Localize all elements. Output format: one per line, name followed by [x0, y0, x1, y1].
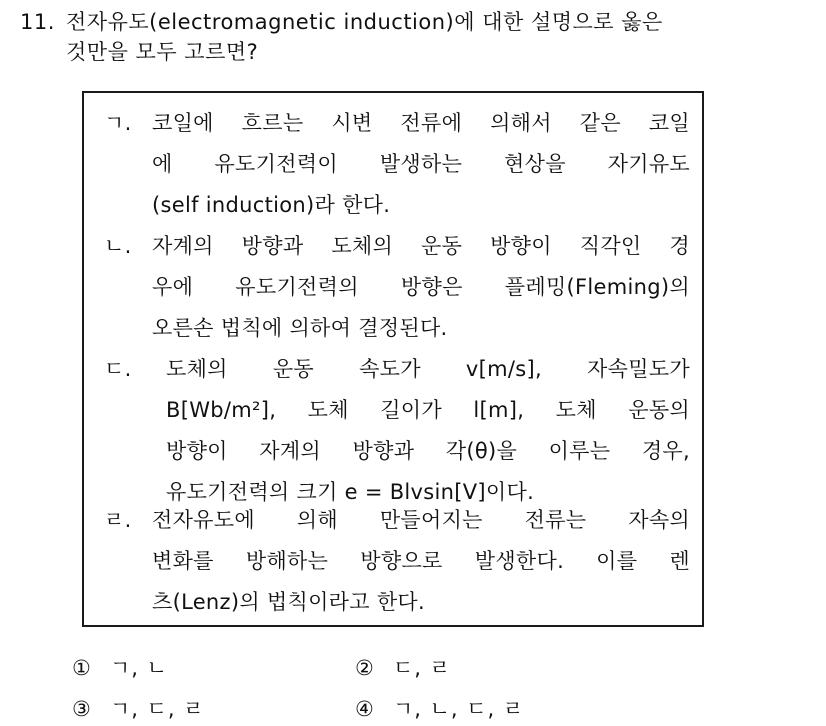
- answer-choice-4[interactable]: [355, 694, 524, 724]
- statement-line: 츠(Lenz)의 법칙이라고 한다.: [152, 590, 425, 614]
- choice-number: ③: [72, 697, 92, 721]
- question-stem-line-1: [20, 7, 663, 37]
- statement-line: 방향이 자계의 방향과 각(θ)을 이루는 경우,: [166, 439, 690, 463]
- question-stem-line-2: 것만을 모두 고르면?: [66, 40, 259, 64]
- statement-line: (self induction)라 한다.: [152, 193, 391, 217]
- choice-text: ㄷ, ㄹ: [393, 656, 451, 680]
- statement-marker: ㄴ.: [104, 234, 132, 258]
- statement-line: 도체의 운동 속도가 v[m/s], 자속밀도가: [166, 357, 690, 381]
- statement-line: 우에 유도기전력의 방향은 플레밍(Fleming)의: [152, 275, 690, 299]
- statement-line: 오른손 법칙에 의하여 결정된다.: [152, 316, 448, 340]
- choice-text: ㄱ, ㄷ, ㄹ: [110, 697, 205, 721]
- statement-line: 코일에 흐르는 시변 전류에 의해서 같은 코일: [152, 111, 690, 135]
- choice-number: ①: [72, 656, 92, 680]
- statement-marker: ㄹ.: [104, 508, 132, 532]
- answer-choice-2[interactable]: [355, 653, 451, 683]
- question-text-1: 전자유도(electromagnetic induction)에 대한 설명으로 옳은: [66, 10, 663, 34]
- statement-line: 자계의 방향과 도체의 운동 방향이 직각인 경: [152, 234, 690, 258]
- statement-item-rieul: [104, 500, 690, 623]
- choice-number: ②: [355, 656, 375, 680]
- statement-item-giyeok: [104, 103, 690, 226]
- statement-item-digeut: [104, 349, 690, 513]
- choice-number: ④: [355, 697, 375, 721]
- choice-text: ㄱ, ㄴ: [110, 656, 168, 680]
- question-number: 11.: [20, 10, 55, 34]
- statement-marker: ㄷ.: [104, 357, 132, 381]
- answer-choice-1[interactable]: [72, 653, 168, 683]
- answer-choice-3[interactable]: [72, 694, 205, 724]
- choice-text: ㄱ, ㄴ, ㄷ, ㄹ: [393, 697, 525, 721]
- statement-marker: ㄱ.: [104, 111, 132, 135]
- statement-line: 변화를 방해하는 방향으로 발생한다. 이를 렌: [152, 549, 690, 573]
- statement-line: B[Wb/m²], 도체 길이가 l[m], 도체 운동의: [166, 398, 690, 422]
- statement-line: 에 유도기전력이 발생하는 현상을 자기유도: [152, 152, 690, 176]
- statement-item-nieun: [104, 226, 690, 349]
- statement-line: 유도기전력의 크기 e = Blvsin[V]이다.: [166, 480, 535, 504]
- statement-line: 전자유도에 의해 만들어지는 전류는 자속의: [152, 508, 690, 532]
